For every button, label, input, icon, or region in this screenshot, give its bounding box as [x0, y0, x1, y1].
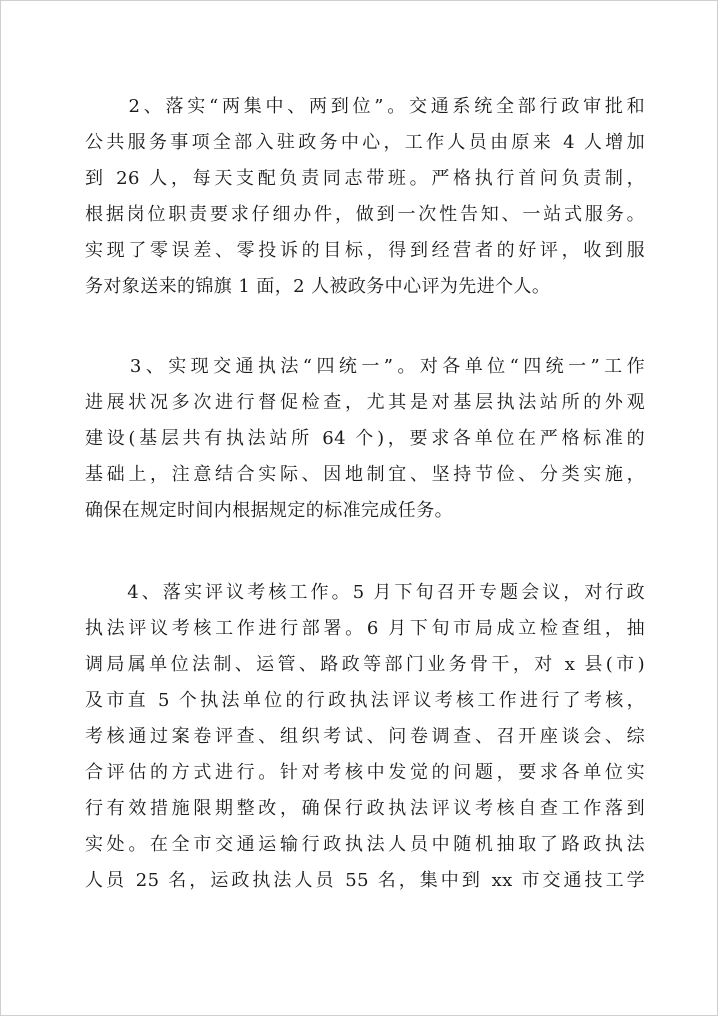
text-line: 建设(基层共有执法站所 64 个)，要求各单位在严格标准的	[85, 428, 645, 449]
text-line: 进展状况多次进行督促检查，尤其是对基层执法站所的外观	[85, 392, 645, 413]
text-line: 4、落实评议考核工作。5 月下旬召开专题会议，对行政	[85, 582, 645, 603]
text-line: 务对象送来的锦旗 1 面，2 人被政务中心评为先进个人。	[85, 276, 551, 297]
paragraph-2	[85, 89, 645, 305]
text-line: 实处。在全市交通运输行政执法人员中随机抽取了路政执法	[85, 834, 645, 855]
text-line: 2、落实“两集中、两到位”。交通系统全部行政审批和	[85, 96, 645, 117]
text-line: 调局属单位法制、运管、路政等部门业务骨干，对 x 县(市)	[85, 654, 645, 675]
text-line: 根据岗位职责要求仔细办件，做到一次性告知、一站式服务。	[85, 204, 645, 225]
text-line: 考核通过案卷评查、组织考试、问卷调查、召开座谈会、综	[85, 726, 645, 747]
paragraph-3	[85, 349, 645, 529]
text-line: 人员 25 名，运政执法人员 55 名，集中到 xx 市交通技工学	[85, 870, 645, 891]
text-line: 执法评议考核工作进行部署。6 月下旬市局成立检查组，抽	[85, 618, 645, 639]
text-line: 行有效措施限期整改，确保行政执法评议考核自查工作落到	[85, 798, 645, 819]
text-line: 实现了零误差、零投诉的目标，得到经营者的好评，收到服	[85, 240, 645, 261]
paragraph-4	[85, 575, 645, 899]
text-line: 及市直 5 个执法单位的行政执法评议考核工作进行了考核，	[85, 690, 645, 711]
text-line: 3、实现交通执法“四统一”。对各单位“四统一”工作	[85, 356, 645, 377]
text-line: 确保在规定时间内根据规定的标准完成任务。	[85, 500, 453, 521]
text-line: 合评估的方式进行。针对考核中发觉的问题，要求各单位实	[85, 762, 645, 783]
text-line: 公共服务事项全部入驻政务中心，工作人员由原来 4 人增加	[85, 132, 645, 153]
text-line: 到 26 人，每天支配负责同志带班。严格执行首问负责制，	[85, 168, 645, 189]
text-line: 基础上，注意结合实际、因地制宜、坚持节俭、分类实施，	[85, 464, 645, 485]
